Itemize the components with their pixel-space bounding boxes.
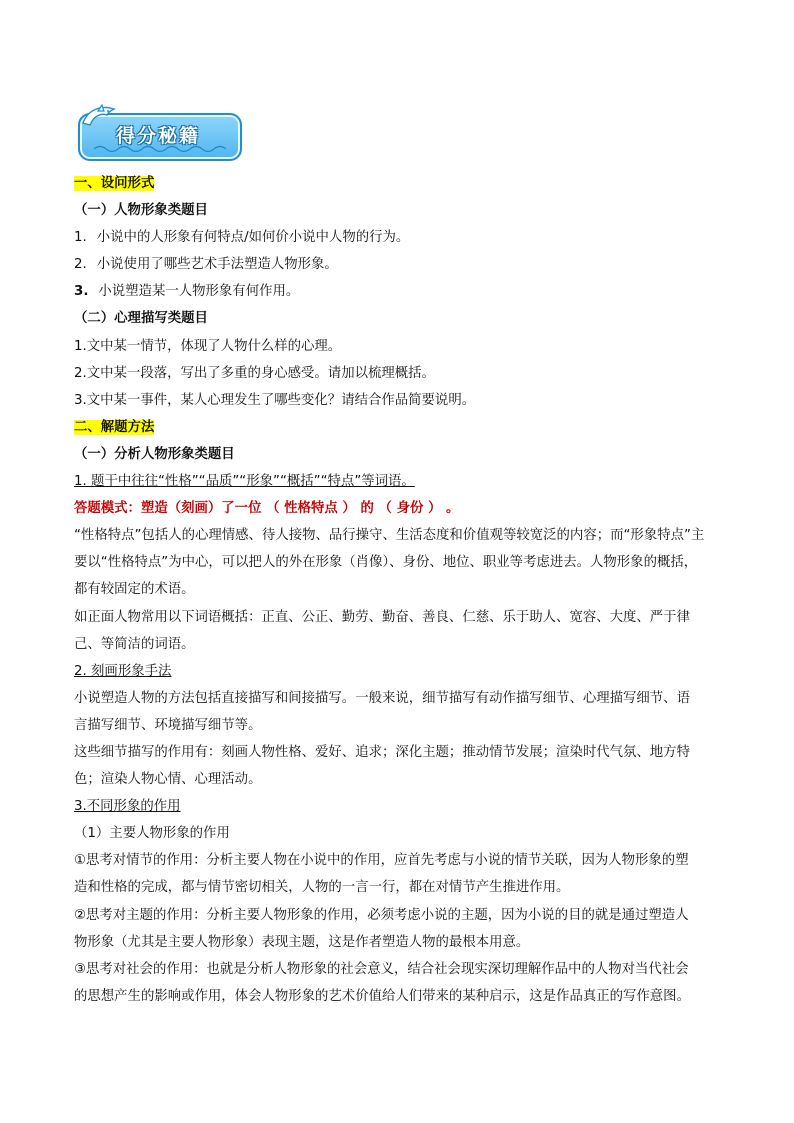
point-3: 3.不同形象的作用 <box>74 799 181 815</box>
section1-heading: 一、设问形式 <box>74 176 155 191</box>
paragraph-line: 造和性格的完成，都与情节密切相关，人物的一言一行，都在对情节产生推进作用。 <box>74 880 570 896</box>
list-item: 3.文中某一事件，某人心理发生了哪些变化？请结合作品简要说明。 <box>74 392 476 408</box>
list-item: 2.文中某一段落，写出了多重的身心感受。请加以梳理概括。 <box>74 365 435 381</box>
answer-template: 答题模式：塑造（刻画）了一位 （ 性格特点 ） 的 （ 身份 ） 。 <box>74 501 460 517</box>
sub-point: （1）主要人物形象的作用 <box>74 826 230 842</box>
paragraph-line: 己、等简洁的词语。 <box>74 636 195 652</box>
paragraph-line: “性格特点”包括人的心理情感、待人接物、品行操守、生活态度和价值观等较宽泛的内容；而“形象特点”主 <box>74 528 705 544</box>
list-item: 1. 小说中的人形象有何特点/如何价小说中人物的行为。 <box>74 230 410 246</box>
list-item: 1.文中某一情节，体现了人物什么样的心理。 <box>74 338 342 354</box>
paragraph-line: ②思考对主题的作用：分析主要人物形象的作用，必须考虑小说的主题，因为小说的目的就是通过塑造人 <box>74 907 689 923</box>
paragraph-line: 的思想产生的影响或作用，体会人物形象的艺术价值给人们带来的某种启示，这是作品真正的写作意图。 <box>74 988 690 1004</box>
section1-sub2-heading: （二）心理描写类题目 <box>74 311 208 327</box>
paragraph-line: 要以“性格特点”为中心，可以把人的外在形象（肖像）、身份、地位、职业等考虑进去。人物形象的概括， <box>74 555 698 571</box>
list-item: 2. 小说使用了哪些艺术手法塑造人物形象。 <box>74 257 338 273</box>
paragraph-line: ①思考对情节的作用：分析主要人物在小说中的作用，应首先考虑与小说的情节关联，因为人物形象的塑 <box>74 853 689 869</box>
paragraph-line: 言描写细节、环境描写细节等。 <box>74 717 262 733</box>
score-tips-banner <box>78 103 240 159</box>
paragraph-line: 如正面人物常用以下词语概括：正直、公正、勤劳、勤奋、善良、仁慈、乐于助人、宽容、大度、严于律 <box>74 609 690 625</box>
dolphin-icon <box>80 103 120 133</box>
list-item: 3. 小说塑造某一人物形象有何作用。 <box>74 284 300 300</box>
paragraph-line: 这些细节描写的作用有：刻画人物性格、爱好、追求；深化主题；推动情节发展；渲染时代气氛、地方特 <box>74 744 690 760</box>
paragraph-line: ③思考对社会的作用：也就是分析人物形象的社会意义，结合社会现实深切理解作品中的人物对当代社会 <box>74 961 689 977</box>
paragraph-line: 物形象（尤其是主要人物形象）表现主题，这是作者塑造人物的最根本用意。 <box>74 934 530 950</box>
section1-sub1-heading: （一）人物形象类题目 <box>74 203 208 219</box>
content <box>74 170 734 1010</box>
paragraph-line: 色；渲染人物心情、心理活动。 <box>74 772 262 788</box>
point-1: 1. 题干中往往“性格”“品质”“形象”“概括”“特点”等词语。 <box>74 474 415 490</box>
section2-sub1-heading: （一）分析人物形象类题目 <box>74 446 235 462</box>
section2-heading: 二、解题方法 <box>74 419 155 435</box>
paragraph-line: 小说塑造人物的方法包括直接描写和间接描写。一般来说，细节描写有动作描写细节、心理描写细节、语 <box>74 690 690 706</box>
paragraph-line: 都有较固定的术语。 <box>74 582 195 598</box>
banner-title: 得分秘籍 <box>116 125 201 147</box>
point-2: 2. 刻画形象手法 <box>74 663 172 679</box>
